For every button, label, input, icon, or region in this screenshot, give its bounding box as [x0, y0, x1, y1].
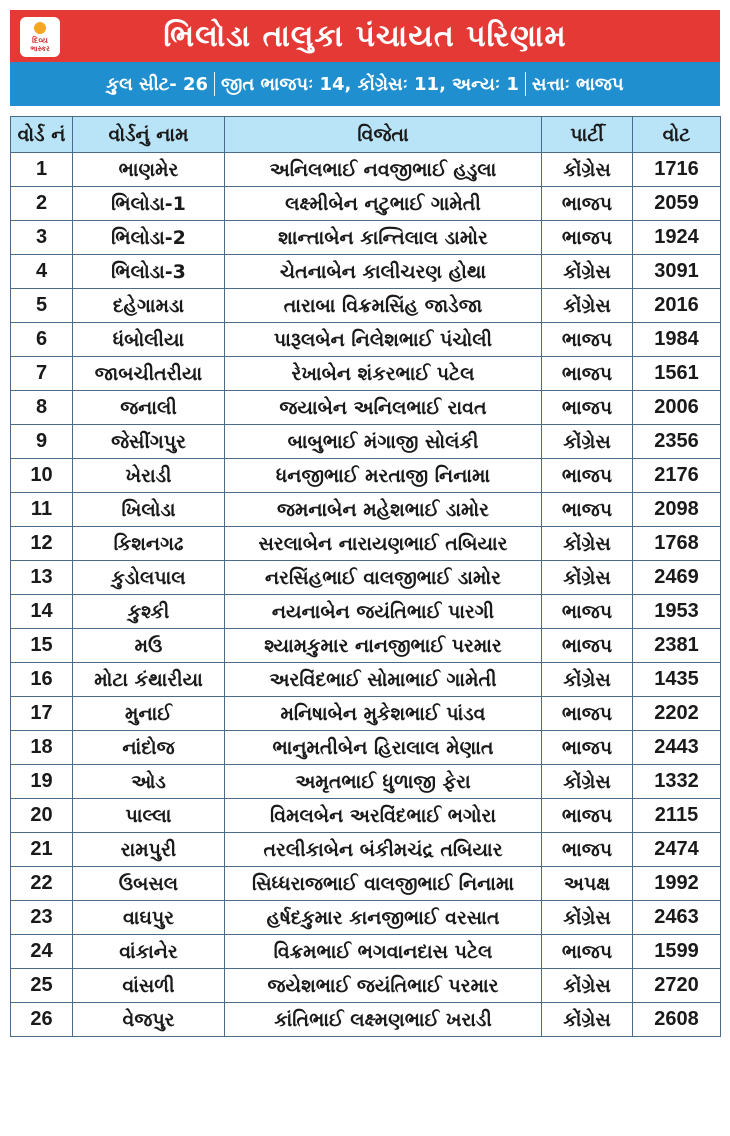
- col-ward-name: વોર્ડનું નામ: [73, 117, 225, 153]
- table-row: [11, 799, 721, 833]
- party-wins: જીત ભાજપઃ 14, કોંગ્રેસઃ 11, અન્યઃ 1: [221, 73, 519, 95]
- table-row: [11, 459, 721, 493]
- ward-number-cell: 15: [11, 629, 73, 663]
- votes-cell: 2115: [633, 799, 721, 833]
- logo-text-line2: ભાસ્કર: [30, 44, 50, 53]
- party-cell: કોંગ્રેસ: [542, 527, 633, 561]
- ward-number-cell: 26: [11, 1003, 73, 1037]
- party-cell: ભાજપ: [542, 697, 633, 731]
- votes-cell: 1992: [633, 867, 721, 901]
- ward-number-cell: 10: [11, 459, 73, 493]
- ward-number-cell: 6: [11, 323, 73, 357]
- table-row: [11, 527, 721, 561]
- votes-cell: 1561: [633, 357, 721, 391]
- sun-icon: [34, 22, 46, 34]
- ward-name-cell: વાઘપુર: [73, 901, 225, 935]
- party-cell: ભાજપ: [542, 357, 633, 391]
- votes-cell: 2006: [633, 391, 721, 425]
- winner-cell: અનિલભાઈ નવજીભાઈ હડુલા: [225, 153, 542, 187]
- party-cell: કોંગ્રેસ: [542, 663, 633, 697]
- ward-name-cell: ખેરાડી: [73, 459, 225, 493]
- ward-number-cell: 12: [11, 527, 73, 561]
- ward-name-cell: ઓડ: [73, 765, 225, 799]
- table-row: [11, 153, 721, 187]
- party-cell: કોંગ્રેસ: [542, 901, 633, 935]
- votes-cell: 2469: [633, 561, 721, 595]
- party-cell: ભાજપ: [542, 799, 633, 833]
- votes-cell: 2356: [633, 425, 721, 459]
- ward-name-cell: ધંબોલીયા: [73, 323, 225, 357]
- table-row: [11, 765, 721, 799]
- votes-cell: 2098: [633, 493, 721, 527]
- votes-cell: 1768: [633, 527, 721, 561]
- party-cell: ભાજપ: [542, 459, 633, 493]
- logo-text-line1: દિવ્ય: [32, 35, 48, 45]
- votes-cell: 2202: [633, 697, 721, 731]
- party-cell: કોંગ્રેસ: [542, 289, 633, 323]
- ward-name-cell: નાંદોજ: [73, 731, 225, 765]
- party-cell: અપક્ષ: [542, 867, 633, 901]
- ward-number-cell: 5: [11, 289, 73, 323]
- party-cell: કોંગ્રેસ: [542, 765, 633, 799]
- ruling-party: સત્તાઃ ભાજપ: [531, 73, 624, 95]
- votes-cell: 2443: [633, 731, 721, 765]
- party-cell: કોંગ્રેસ: [542, 425, 633, 459]
- votes-cell: 1599: [633, 935, 721, 969]
- winner-cell: વિમલબેન અરવિંદભાઈ ભગોરા: [225, 799, 542, 833]
- party-cell: ભાજપ: [542, 833, 633, 867]
- table-row: [11, 425, 721, 459]
- votes-cell: 2016: [633, 289, 721, 323]
- party-cell: ભાજપ: [542, 323, 633, 357]
- ward-name-cell: ઉબસલ: [73, 867, 225, 901]
- party-cell: ભાજપ: [542, 629, 633, 663]
- winner-cell: મનિષાબેન મુકેશભાઈ પાંડવ: [225, 697, 542, 731]
- table-row: [11, 187, 721, 221]
- table-row: [11, 255, 721, 289]
- winner-cell: નયનાબેન જયંતિભાઈ પારગી: [225, 595, 542, 629]
- divya-bhaskar-logo: [20, 17, 60, 57]
- winner-cell: શ્યામકુમાર નાનજીભાઈ પરમાર: [225, 629, 542, 663]
- votes-cell: 1332: [633, 765, 721, 799]
- winner-cell: નરસિંહભાઈ વાલજીભાઈ ડામોર: [225, 561, 542, 595]
- winner-cell: કાંતિભાઈ લક્ષ્મણભાઈ ખરાડી: [225, 1003, 542, 1037]
- winner-cell: સરલાબેન નારાયણભાઈ તબિયાર: [225, 527, 542, 561]
- winner-cell: શાન્તાબેન કાન્તિલાલ ડામોર: [225, 221, 542, 255]
- ward-number-cell: 17: [11, 697, 73, 731]
- winner-cell: અરવિંદભાઈ સોમાભાઈ ગામેતી: [225, 663, 542, 697]
- party-cell: કોંગ્રેસ: [542, 255, 633, 289]
- party-cell: ભાજપ: [542, 187, 633, 221]
- ward-number-cell: 22: [11, 867, 73, 901]
- table-row: [11, 697, 721, 731]
- summary-divider: [525, 72, 526, 96]
- col-winner: વિજેતા: [225, 117, 542, 153]
- table-row: [11, 221, 721, 255]
- ward-number-cell: 21: [11, 833, 73, 867]
- ward-name-cell: જાબચીતરીયા: [73, 357, 225, 391]
- votes-cell: 2608: [633, 1003, 721, 1037]
- ward-name-cell: ભાણમેર: [73, 153, 225, 187]
- winner-cell: જયેશભાઈ જયંતિભાઈ પરમાર: [225, 969, 542, 1003]
- ward-name-cell: ખિલોડા: [73, 493, 225, 527]
- party-cell: ભાજપ: [542, 935, 633, 969]
- ward-name-cell: કિશનગઢ: [73, 527, 225, 561]
- table-row: [11, 357, 721, 391]
- ward-number-cell: 8: [11, 391, 73, 425]
- ward-number-cell: 7: [11, 357, 73, 391]
- ward-number-cell: 9: [11, 425, 73, 459]
- table-row: [11, 731, 721, 765]
- party-cell: ભાજપ: [542, 595, 633, 629]
- ward-name-cell: દહેગામડા: [73, 289, 225, 323]
- ward-name-cell: રામપુરી: [73, 833, 225, 867]
- ward-number-cell: 19: [11, 765, 73, 799]
- winner-cell: વિક્રમભાઈ ભગવાનદાસ પટેલ: [225, 935, 542, 969]
- table-header-row: [11, 117, 721, 153]
- winner-cell: પારૂલબેન નિલેશભાઈ પંચોલી: [225, 323, 542, 357]
- winner-cell: ચેતનાબેન કાલીચરણ હોથા: [225, 255, 542, 289]
- winner-cell: તરલીકાબેન બંકીમચંદ્ર તબિયાર: [225, 833, 542, 867]
- col-votes: વોટ: [633, 117, 721, 153]
- ward-name-cell: મઉ: [73, 629, 225, 663]
- votes-cell: 2474: [633, 833, 721, 867]
- table-row: [11, 833, 721, 867]
- ward-name-cell: ભિલોડા-3: [73, 255, 225, 289]
- table-row: [11, 493, 721, 527]
- ward-name-cell: જેસીંગપુર: [73, 425, 225, 459]
- title-bar: [10, 10, 720, 62]
- ward-number-cell: 13: [11, 561, 73, 595]
- table-row: [11, 323, 721, 357]
- winner-cell: તારાબા વિક્રમસિંહ જાડેજા: [225, 289, 542, 323]
- votes-cell: 1924: [633, 221, 721, 255]
- ward-number-cell: 24: [11, 935, 73, 969]
- results-table: [10, 116, 721, 1037]
- col-ward-number: વોર્ડ નં: [11, 117, 73, 153]
- ward-number-cell: 23: [11, 901, 73, 935]
- ward-number-cell: 20: [11, 799, 73, 833]
- ward-name-cell: મોટા કંથારીયા: [73, 663, 225, 697]
- votes-cell: 2720: [633, 969, 721, 1003]
- party-cell: કોંગ્રેસ: [542, 153, 633, 187]
- ward-name-cell: ભિલોડા-2: [73, 221, 225, 255]
- ward-name-cell: પાલ્લા: [73, 799, 225, 833]
- ward-number-cell: 4: [11, 255, 73, 289]
- votes-cell: 1953: [633, 595, 721, 629]
- table-row: [11, 901, 721, 935]
- winner-cell: જમનાબેન મહેશભાઈ ડામોર: [225, 493, 542, 527]
- ward-number-cell: 1: [11, 153, 73, 187]
- ward-name-cell: ભિલોડા-1: [73, 187, 225, 221]
- winner-cell: જયાબેન અનિલભાઈ રાવત: [225, 391, 542, 425]
- ward-number-cell: 18: [11, 731, 73, 765]
- ward-name-cell: જનાલી: [73, 391, 225, 425]
- ward-number-cell: 3: [11, 221, 73, 255]
- ward-name-cell: મુનાઈ: [73, 697, 225, 731]
- ward-number-cell: 14: [11, 595, 73, 629]
- table-row: [11, 289, 721, 323]
- party-cell: કોંગ્રેસ: [542, 561, 633, 595]
- votes-cell: 2059: [633, 187, 721, 221]
- table-row: [11, 391, 721, 425]
- winner-cell: બાબુભાઈ મંગાજી સોલંકી: [225, 425, 542, 459]
- votes-cell: 1984: [633, 323, 721, 357]
- party-cell: કોંગ્રેસ: [542, 969, 633, 1003]
- winner-cell: સિધ્ધરાજભાઈ વાલજીભાઈ નિનામા: [225, 867, 542, 901]
- winner-cell: હર્ષદકુમાર કાનજીભાઈ વરસાત: [225, 901, 542, 935]
- votes-cell: 2381: [633, 629, 721, 663]
- table-row: [11, 935, 721, 969]
- ward-name-cell: વાંકાનેર: [73, 935, 225, 969]
- table-body: [11, 153, 721, 1037]
- summary-bar: [10, 62, 720, 106]
- votes-cell: 1716: [633, 153, 721, 187]
- winner-cell: અમૃતભાઈ ધુળાજી ફેરા: [225, 765, 542, 799]
- ward-number-cell: 25: [11, 969, 73, 1003]
- table-row: [11, 561, 721, 595]
- summary-divider: [214, 72, 215, 96]
- winner-cell: ધનજીભાઈ મરતાજી નિનામા: [225, 459, 542, 493]
- ward-name-cell: વેજપુર: [73, 1003, 225, 1037]
- ward-name-cell: કુડોલપાલ: [73, 561, 225, 595]
- votes-cell: 1435: [633, 663, 721, 697]
- votes-cell: 2463: [633, 901, 721, 935]
- total-seats: કુલ સીટ- 26: [106, 73, 208, 95]
- ward-name-cell: વાંસળી: [73, 969, 225, 1003]
- winner-cell: ભાનુમતીબેન હિરાલાલ મેણાત: [225, 731, 542, 765]
- party-cell: કોંગ્રેસ: [542, 1003, 633, 1037]
- table-row: [11, 867, 721, 901]
- col-party: પાર્ટી: [542, 117, 633, 153]
- table-row: [11, 969, 721, 1003]
- party-cell: ભાજપ: [542, 731, 633, 765]
- page-title: ભિલોડા તાલુકા પંચાયત પરિણામ: [163, 18, 567, 54]
- table-row: [11, 595, 721, 629]
- party-cell: ભાજપ: [542, 221, 633, 255]
- votes-cell: 3091: [633, 255, 721, 289]
- party-cell: ભાજપ: [542, 493, 633, 527]
- party-cell: ભાજપ: [542, 391, 633, 425]
- ward-number-cell: 16: [11, 663, 73, 697]
- winner-cell: રેખાબેન શંકરભાઈ પટેલ: [225, 357, 542, 391]
- winner-cell: લક્ષ્મીબેન નટુભાઈ ગામેતી: [225, 187, 542, 221]
- ward-number-cell: 2: [11, 187, 73, 221]
- table-row: [11, 663, 721, 697]
- ward-name-cell: કુશ્કી: [73, 595, 225, 629]
- table-row: [11, 1003, 721, 1037]
- table-row: [11, 629, 721, 663]
- ward-number-cell: 11: [11, 493, 73, 527]
- votes-cell: 2176: [633, 459, 721, 493]
